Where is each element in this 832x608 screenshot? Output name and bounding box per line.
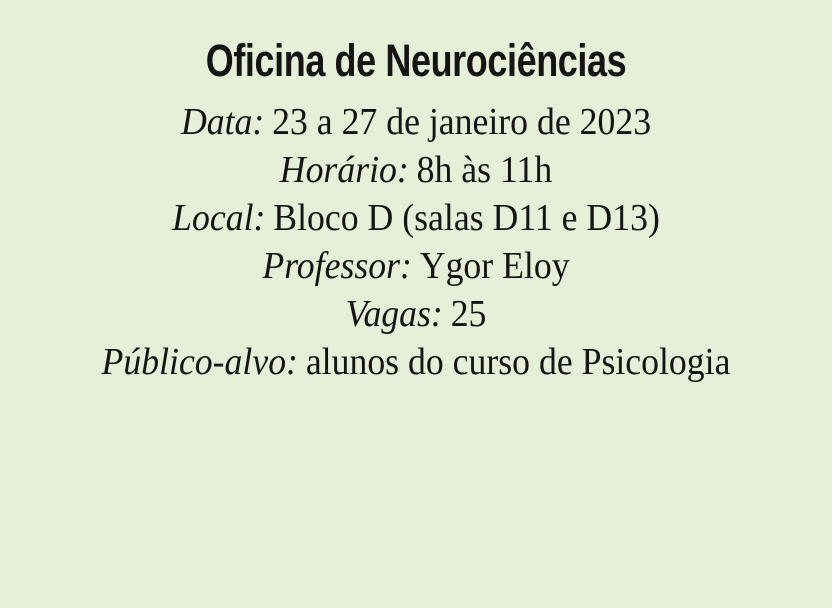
detail-value-publico-alvo: alunos do curso de Psicologia [305,341,731,383]
detail-line-publico-alvo [25,338,807,386]
detail-label-professor: Professor: [262,245,412,287]
detail-value-horario: 8h às 11h [416,149,553,191]
details-list [25,98,807,386]
page-title: Oficina de Neurociências [205,35,627,86]
detail-line-horario [25,146,807,194]
detail-label-vagas: Vagas: [345,293,443,335]
detail-value-local: Bloco D (salas D11 e D13) [273,197,660,239]
detail-line-data [25,98,807,146]
detail-value-data: 23 a 27 de janeiro de 2023 [272,101,652,143]
detail-label-local: Local: [172,197,266,239]
detail-label-data: Data: [180,101,265,143]
detail-label-horario: Horário: [279,149,409,191]
detail-line-local [25,194,807,242]
detail-line-vagas [25,290,807,338]
detail-value-professor: Ygor Eloy [419,245,570,287]
detail-label-publico-alvo: Público-alvo: [101,341,298,383]
detail-value-vagas: 25 [450,293,487,335]
detail-line-professor [25,242,807,290]
